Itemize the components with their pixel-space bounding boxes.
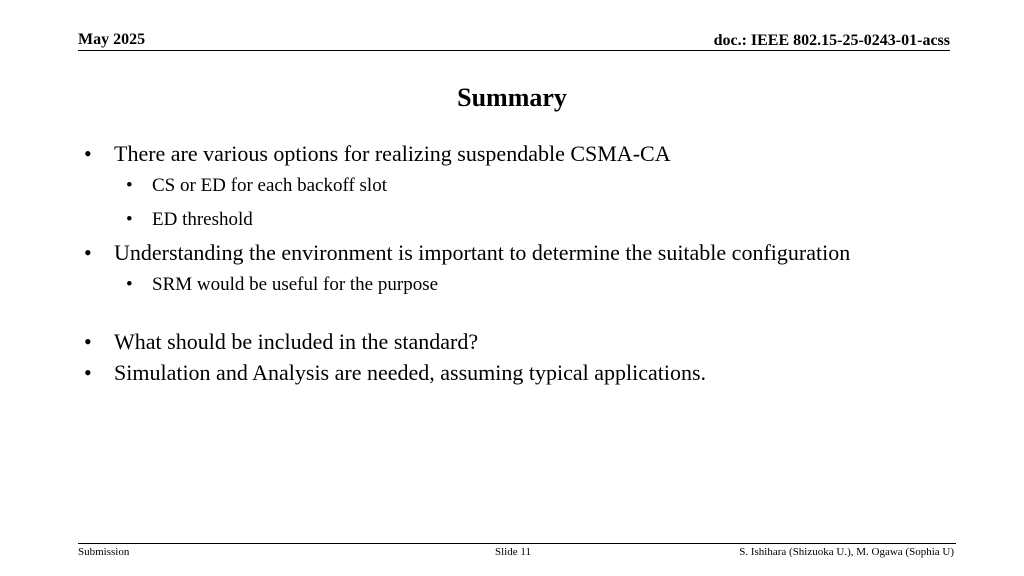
header-date: May 2025 bbox=[78, 31, 146, 48]
bullet-dot-icon: • bbox=[84, 360, 92, 385]
slide-title: Summary bbox=[457, 83, 567, 112]
bullet-item bbox=[80, 237, 880, 268]
sub-bullet-text: CS or ED for each backoff slot bbox=[152, 175, 387, 196]
sub-bullet-item bbox=[80, 169, 880, 203]
bullet-dot-icon: • bbox=[84, 141, 92, 166]
bullet-text: There are various options for realizing suspendable CSMA-CA bbox=[114, 141, 671, 166]
bullet-dot-icon: • bbox=[84, 329, 92, 354]
sub-bullet-dot-icon: • bbox=[126, 274, 133, 295]
bullet-dot-icon: • bbox=[84, 240, 92, 265]
sub-bullet-item bbox=[80, 203, 880, 237]
sub-bullet-text: ED threshold bbox=[152, 209, 253, 230]
header-divider bbox=[78, 50, 950, 51]
bullet-text: Understanding the environment is important to determine the suitable configuration bbox=[114, 240, 851, 265]
header-doc-id: doc.: IEEE 802.15-25-0243-01-acss bbox=[713, 32, 950, 49]
sub-bullet-text: SRM would be useful for the purpose bbox=[152, 274, 439, 295]
bullet-item bbox=[80, 138, 880, 169]
bullet-text: What should be included in the standard? bbox=[114, 329, 479, 354]
footer-submission: Submission bbox=[78, 546, 130, 558]
bullet-item bbox=[80, 357, 880, 388]
sub-bullet-dot-icon: • bbox=[126, 175, 133, 196]
footer-divider bbox=[78, 543, 956, 544]
bullet-text: Simulation and Analysis are needed, assuming typical applications. bbox=[114, 360, 707, 385]
footer-slide-number: Slide 11 bbox=[495, 546, 531, 558]
sub-bullet-dot-icon: • bbox=[126, 209, 133, 230]
footer-authors: S. Ishihara (Shizuoka U.), M. Ogawa (Sophia U) bbox=[739, 546, 954, 558]
bullet-spacer bbox=[80, 302, 880, 326]
bullet-item bbox=[80, 326, 880, 357]
slide-content bbox=[80, 138, 880, 388]
sub-bullet-item bbox=[80, 268, 880, 302]
